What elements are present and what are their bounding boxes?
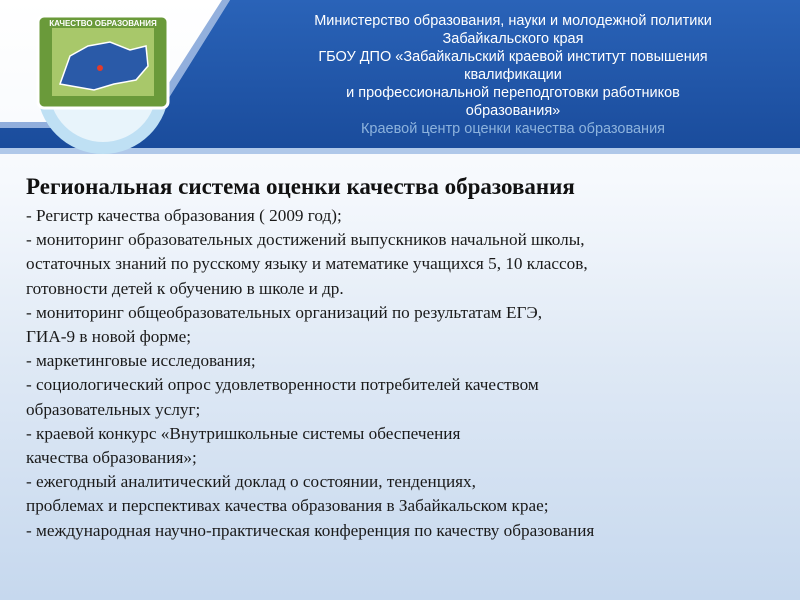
text-line: - социологический опрос удовлетворенности потребителей качеством (26, 375, 539, 395)
body-text (26, 204, 786, 543)
text-line: - ежегодный аналитический доклад о состоянии, тенденциях, (26, 472, 476, 492)
header-line: образования» (465, 103, 561, 119)
text-line: ГИА-9 в новой форме; (26, 327, 192, 347)
header-line: Министерство образования, науки и молодежной политики (314, 13, 712, 29)
logo (18, 6, 188, 156)
text-line: готовности детей к обучению в школе и др. (26, 278, 344, 298)
header-line: квалификации (464, 67, 562, 83)
logo-text: КАЧЕСТВО ОБРАЗОВАНИЯ (49, 19, 157, 28)
header-line: ГБОУ ДПО «Забайкальский краевой институт повышения (318, 49, 708, 65)
header-line: и профессиональной переподготовки работников (346, 85, 680, 101)
text-line: - Регистр качества образования ( 2009 год); (26, 206, 342, 225)
header-line: Забайкальского края (442, 31, 584, 47)
text-line: - мониторинг образовательных достижений выпускников начальной школы, (26, 230, 585, 250)
text-line: качества образования»; (26, 448, 197, 468)
main-content (26, 174, 786, 543)
text-line: образовательных услуг; (26, 399, 201, 419)
text-line: - маркетинговые исследования; (26, 351, 256, 371)
text-line: - международная научно-практическая конференция по качеству образования (26, 520, 595, 540)
header-faded-line: Краевой центр оценки качества образования (360, 121, 666, 137)
header-text (232, 12, 794, 138)
text-line: - краевой конкурс «Внутришкольные системы обеспечения (26, 423, 461, 443)
text-line: - мониторинг общеобразовательных организаций по результатам ЕГЭ, (26, 302, 543, 322)
text-line: проблемах и перспективах качества образования в Забайкальском крае; (26, 496, 549, 516)
text-line: остаточных знаний по русскому языку и математике учащихся 5, 10 классов, (26, 254, 588, 274)
page-title: Региональная система оценки качества образования (26, 174, 575, 199)
